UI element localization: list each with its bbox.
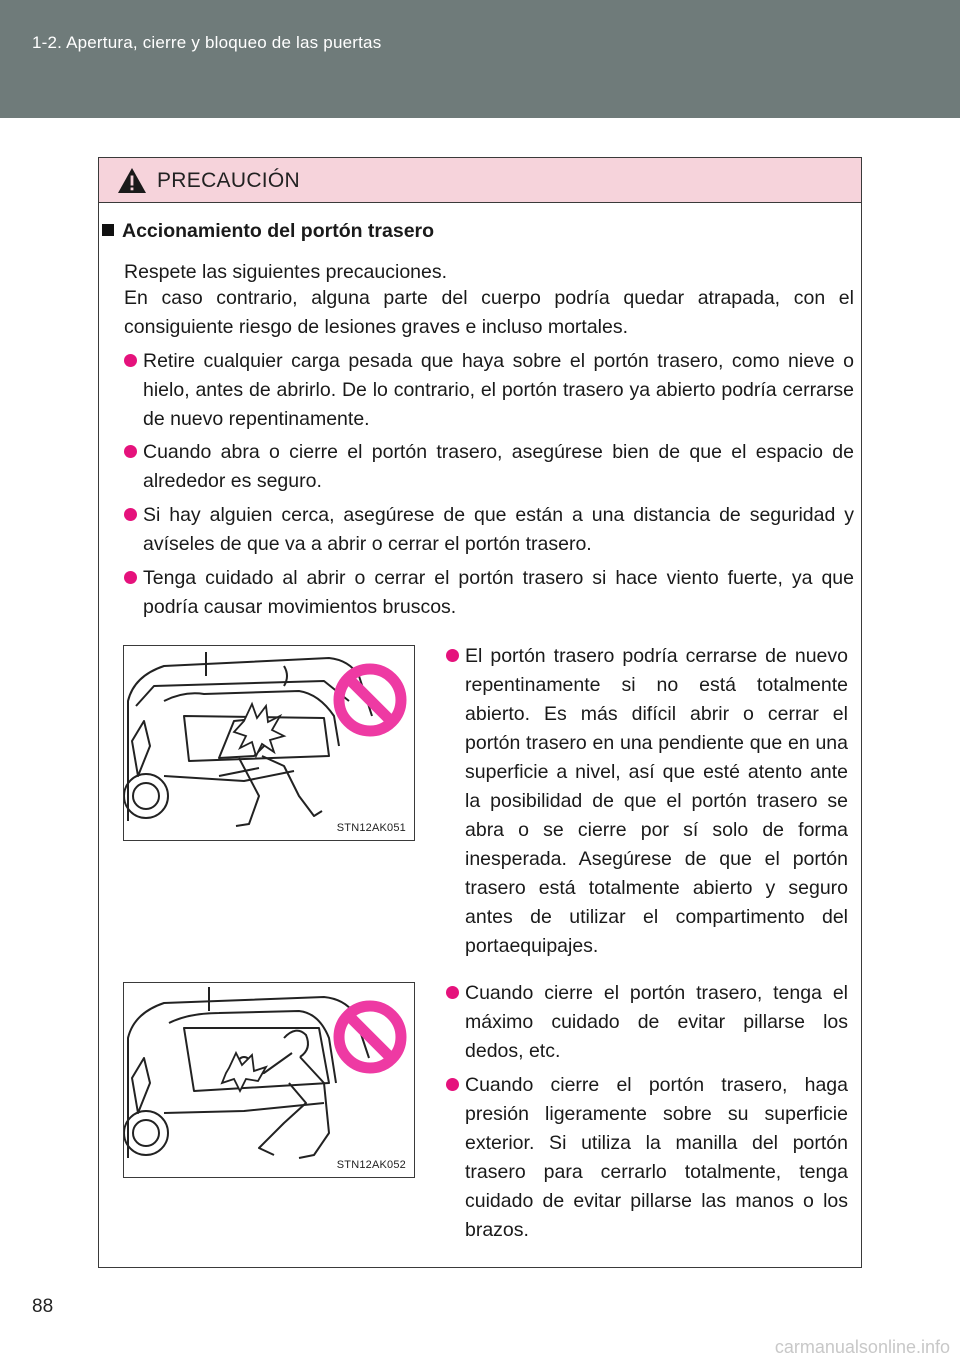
intro-paragraph: En caso contrario, alguna parte del cuerpo podría quedar atrapada, con el consiguiente riesgo de lesiones graves e incluso mortales. [124, 287, 854, 338]
bullet-dot-icon [446, 986, 459, 999]
footer-watermark: carmanualsonline.info [774, 1337, 950, 1357]
list-item-text: Si hay alguien cerca, asegúrese de que están a una distancia de seguridad y avíseles de que va a abrir o cerrar el portón trasero. [143, 504, 854, 555]
tailgate-hazard-illustration [124, 646, 414, 840]
bullet-dot-icon [124, 571, 137, 584]
caution-heading [99, 220, 434, 243]
bullet-dot-icon [124, 508, 137, 521]
list-item [465, 979, 848, 1066]
warning-triangle-icon [117, 167, 147, 194]
page-number: 88 [32, 1296, 54, 1317]
bullet-dot-icon [124, 445, 137, 458]
illustration-gate-closing [123, 982, 415, 1178]
list-item [143, 501, 854, 559]
figure-code: STN12AK052 [336, 1159, 406, 1171]
list-item [143, 564, 854, 622]
list-item-text: Tenga cuidado al abrir o cerrar el portón trasero si hace viento fuerte, ya que podría causar movimientos bruscos. [143, 567, 854, 618]
list-item-text: Cuando abra o cierre el portón trasero, asegúrese bien de que el espacio de alrededor es seguro. [143, 441, 854, 492]
figure-code: STN12AK051 [336, 822, 406, 834]
caution-box [98, 157, 862, 1268]
list-item-text: Cuando cierre el portón trasero, tenga el máximo cuidado de evitar pillarse los dedos, etc. [465, 982, 848, 1062]
caution-header [99, 158, 861, 203]
list-item-text: Cuando cierre el portón trasero, haga presión ligeramente sobre su superficie exterior. Si utiliza la manilla del portón trasero para cerrarlo totalmente, tenga cuidado de evitar pillarse las manos o los brazos. [465, 1074, 848, 1241]
list-item-text: Retire cualquier carga pesada que haya sobre el portón trasero, como nieve o hielo, antes de abrirlo. De lo contrario, el portón trasero ya abierto podría cerrarse de nuevo repentinamente. [143, 350, 854, 430]
prohibition-sign-icon [339, 1006, 401, 1068]
caution-heading-text: Accionamiento del portón trasero [122, 220, 435, 242]
section-header [0, 0, 960, 118]
list-item [143, 347, 854, 434]
illustration-gate-falling [123, 645, 415, 841]
list-item [465, 642, 848, 961]
bullet-dot-icon [446, 649, 459, 662]
bullet-dot-icon [446, 1078, 459, 1091]
square-bullet-icon [102, 224, 114, 236]
bullet-dot-icon [124, 354, 137, 367]
list-item [143, 438, 854, 496]
tailgate-closing-illustration [124, 983, 414, 1177]
section-title: 1-2. Apertura, cierre y bloqueo de las puertas [32, 33, 382, 52]
list-item [465, 1071, 848, 1245]
caution-title: PRECAUCIÓN [157, 169, 301, 192]
intro-line-1: Respete las siguientes precauciones. [124, 261, 448, 283]
list-item-text: El portón trasero podría cerrarse de nuevo repentinamente si no está totalmente abierto. Es más difícil abrir o cerrar el portón trasero en una pendiente que en una superficie a nivel, así que esté atento ante la posibilidad de que el portón trasero se abra o se cierre por sí solo de forma inesperada. Asegúrese de que el portón trasero está totalmente abierto y seguro antes de utilizar el compartimento del portaequipajes. [465, 645, 848, 957]
